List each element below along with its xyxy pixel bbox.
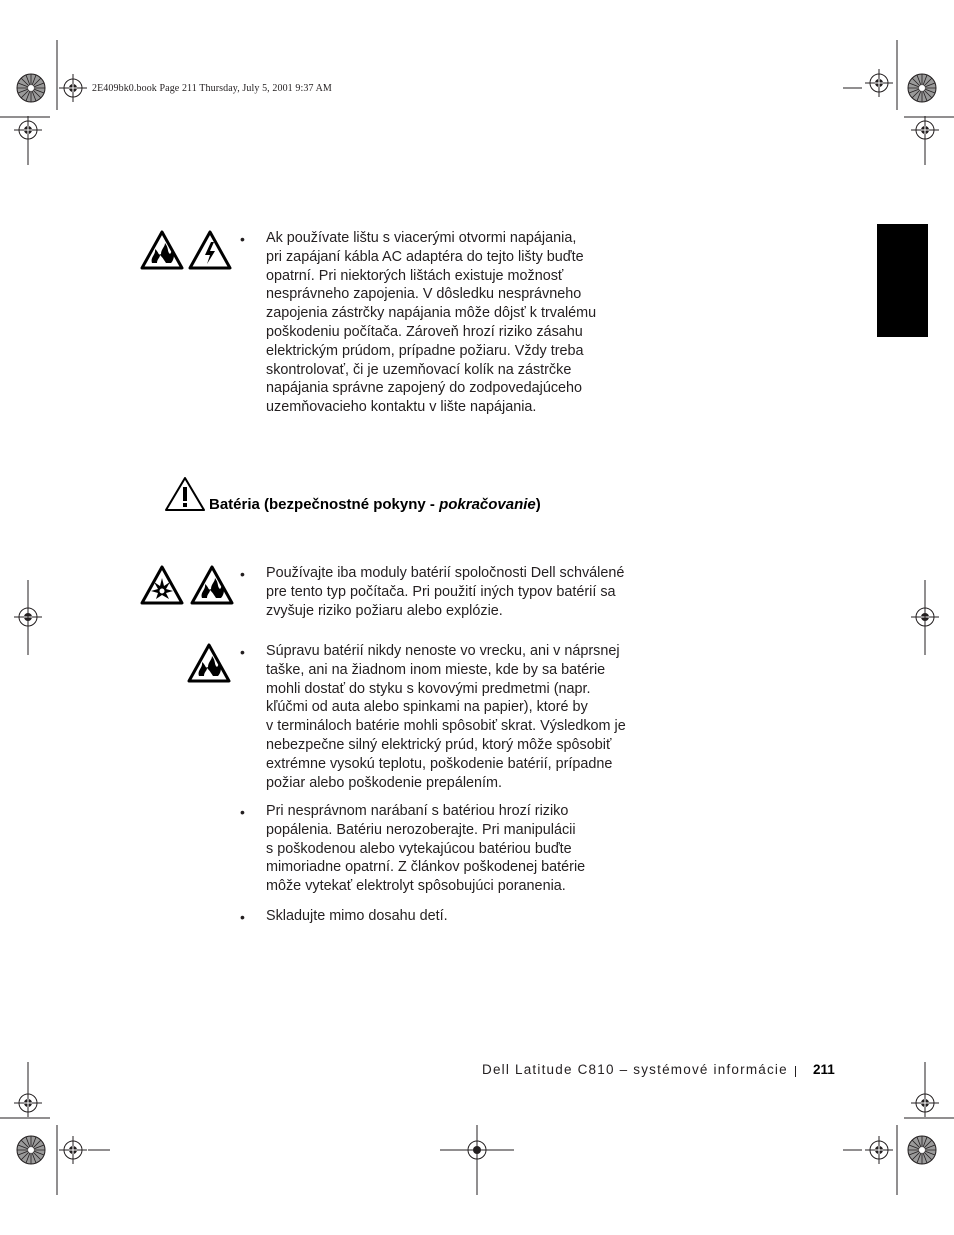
thumb-tab <box>877 224 928 337</box>
text-line: zvyšuje riziko požiaru alebo explózie. <box>266 602 503 619</box>
text-line: extrémne vysokú teplotu, poškodenie batérií, prípadne <box>266 755 613 772</box>
explosion-warning-icon <box>140 565 184 605</box>
section-heading <box>209 496 541 513</box>
text-line: opatrní. Pri niektorých lištách existuje možnosť <box>266 267 564 284</box>
text-line: Používajte iba moduly batérií spoločnosti Dell schválené <box>266 565 625 581</box>
text-line: mimoriadne opatrní. Z článkov poškodenej batérie <box>266 859 586 876</box>
bullet-marker: • <box>240 804 245 820</box>
print-slug: 2E409bk0.book Page 211 Thursday, July 5, 2001 9:37 AM <box>92 83 332 94</box>
battery-approved-paragraph <box>266 564 624 620</box>
text-line: nebezpečne silný elektrický prúd, ktorý môže spôsobiť <box>266 736 612 753</box>
fire-warning-icon <box>187 643 231 683</box>
text-line: uzemňovacieho kontaktu v lište napájania. <box>266 399 537 416</box>
battery-burn-risk-paragraph <box>266 802 585 896</box>
text-line: popálenia. Batériu nerozoberajte. Pri manipulácii <box>266 821 576 838</box>
text-line: skontrolovať, či je uzemňovací kolík na zástrčke <box>266 361 572 378</box>
bullet-marker: • <box>240 909 245 925</box>
bullet-marker: • <box>240 566 245 582</box>
bullet-marker: • <box>240 644 245 660</box>
text-line: Pri nesprávnom narábaní s batériou hrozí riziko <box>266 803 569 819</box>
power-strip-warning-paragraph <box>266 229 596 417</box>
text-line: s poškodenou alebo vytekajúcou batériou buďte <box>266 840 572 857</box>
text-line: taške, ani na žiadnom inom mieste, kde by sa batérie <box>266 661 606 678</box>
text-line: mohli dostať do styku s kovovými predmetmi (napr. <box>266 680 591 697</box>
text-line: pre tento typ počítača. Pri použití iných typov batérií sa <box>266 583 616 600</box>
electric-shock-warning-icon <box>188 230 232 270</box>
text-line: pri zapájaní kábla AC adaptéra do tejto lišty buďte <box>266 248 584 265</box>
fire-warning-icon <box>140 230 184 270</box>
footer-title: Dell Latitude C810 – systémové informácie <box>482 1062 788 1077</box>
text-line: v termináloch batérie mohli spôsobiť skrat. Výsledkom je <box>266 718 626 735</box>
battery-children-paragraph <box>266 907 448 926</box>
caution-icon <box>164 476 206 512</box>
text-line: môže vytekať elektrolyt spôsobujúci poranenia. <box>266 878 566 895</box>
text-line: Skladujte mimo dosahu detí. <box>266 908 448 924</box>
heading-text: Batéria (bezpečnostné pokyny - <box>209 496 440 513</box>
text-line: poškodeniu počítača. Zároveň hrozí riziko zásahu <box>266 323 583 340</box>
text-line: elektrickým prúdom, prípadne požiaru. Vždy treba <box>266 342 584 359</box>
text-line: Súpravu batérií nikdy nenoste vo vrecku, ani v náprsnej <box>266 643 620 659</box>
heading-italic-text: pokračovanie <box>439 496 536 513</box>
fire-warning-icon <box>190 565 234 605</box>
text-line: požiar alebo poškodenie prepálením. <box>266 774 503 791</box>
heading-close: ) <box>535 496 541 513</box>
battery-short-circuit-paragraph <box>266 642 626 792</box>
footer-separator <box>795 1066 796 1077</box>
text-line: nesprávneho zapojenia. V dôsledku nesprávneho <box>266 286 582 303</box>
text-line: kľúčmi od auta alebo spinkami na papier), ktoré by <box>266 699 588 716</box>
text-line: napájania správne zapojený do zodpovedajúceho <box>266 380 583 397</box>
text-line: zapojenia zástrčky napájania môže dôjsť k trvalému <box>266 305 597 322</box>
bullet-marker: • <box>240 231 245 247</box>
page-number: 211 <box>813 1062 835 1077</box>
text-line: Ak používate lištu s viacerými otvormi napájania, <box>266 230 577 246</box>
